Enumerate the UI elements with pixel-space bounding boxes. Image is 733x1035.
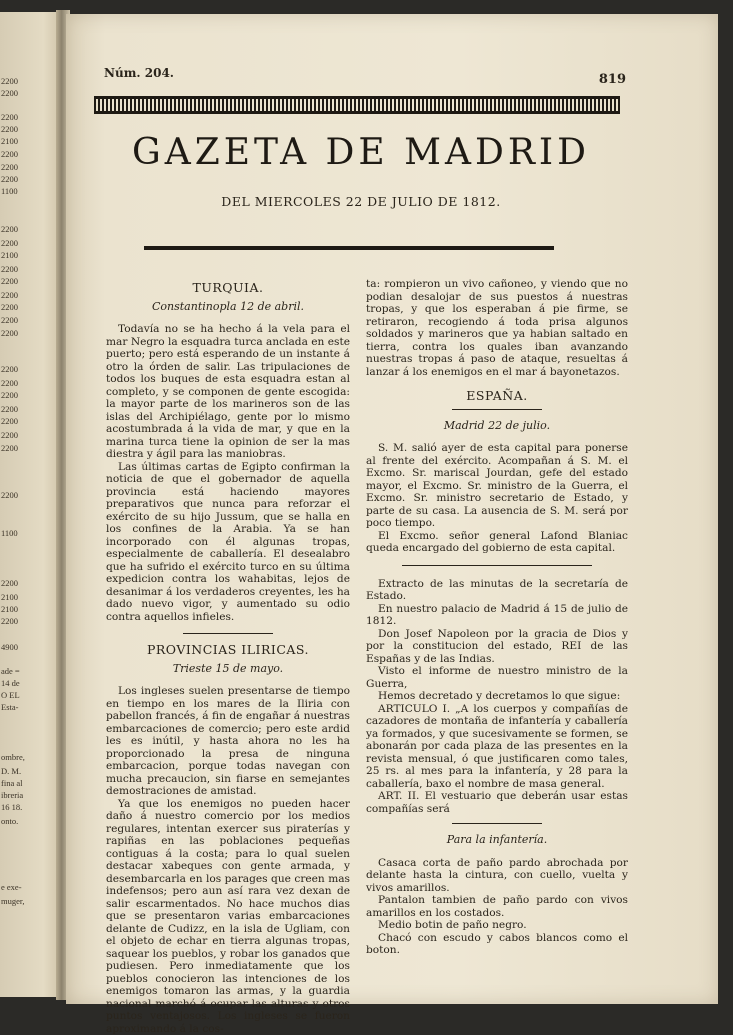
left-fragment: 2200: [1, 224, 18, 234]
left-fragment: 2200: [1, 276, 18, 286]
left-fragment: 2200: [1, 290, 18, 300]
paragraph: Don Josef Napoleon por la gracia de Dios y por la constitucion del estado, REI de las Españas y de las Indias.: [366, 628, 628, 666]
paragraph: Chacó con escudo y cabos blancos como el boton.: [366, 932, 628, 957]
left-fragment: Esta-: [1, 702, 18, 712]
left-fragment: 2200: [1, 264, 18, 274]
left-fragment: ombre,: [1, 752, 25, 762]
left-fragment: 16 18.: [1, 802, 22, 812]
left-fragment: 2200: [1, 430, 18, 440]
section-divider: [452, 823, 542, 824]
dateline-sub: Trieste 15 de mayo.: [106, 663, 350, 676]
issue-number: Núm. 204.: [104, 66, 174, 80]
left-fragment: 2200: [1, 149, 18, 159]
paragraph: Visto el informe de nuestro ministro de la Guerra,: [366, 665, 628, 690]
left-fragment: ibreria: [1, 790, 23, 800]
section-title: ESPAÑA.: [366, 390, 628, 403]
left-fragment: 2200: [1, 174, 18, 184]
left-fragment: 2200: [1, 328, 18, 338]
left-fragment: 2200: [1, 112, 18, 122]
page-number: 819: [599, 72, 626, 87]
left-fragment: 2200: [1, 315, 18, 325]
left-fragment: 2200: [1, 162, 18, 172]
left-fragment: 1100: [1, 528, 18, 538]
left-fragment: muger,: [1, 896, 25, 906]
left-fragment: 1100: [1, 186, 18, 196]
left-fragment: 2100: [1, 592, 18, 602]
section-title: TURQUIA.: [106, 282, 350, 295]
section-divider: [183, 633, 273, 634]
left-fragment: 2100: [1, 604, 18, 614]
masthead-title: GAZETA DE MADRID: [66, 132, 656, 173]
paragraph: S. M. salió ayer de esta capital para ponerse al frente del exército. Acompañan á S. M. el Excmo. Sr. mariscal Jourdan, gefe del estado mayor, el Excmo. Sr. ministro de la Guerra, el Excmo. Sr. ministro secretario de Estado, y parte de su casa. La ausencia de S. M. será por poco tiempo.: [366, 442, 628, 530]
paragraph: Los ingleses suelen presentarse de tiempo en tiempo en los mares de la Iliria con pabellon francés, á fin de engañar á nuestras embarcaciones de comercio; pero este ardid les es inútil, y hasta ahora no les ha proporcionado la presa de ninguna embarcacion, porque todas navegan con mucha precaucion, sin fiarse en semejantes demostraciones de amistad.: [106, 685, 350, 798]
left-column: [106, 276, 350, 1035]
dateline: DEL MIERCOLES 22 DE JULIO DE 1812.: [66, 194, 656, 209]
paragraph: Pantalon tambien de paño pardo con vivos amarillos en los costados.: [366, 894, 628, 919]
left-fragment: 2200: [1, 490, 18, 500]
left-fragment: 2200: [1, 443, 18, 453]
left-fragment: onto.: [1, 816, 18, 826]
left-fragment: 4900: [1, 642, 18, 652]
paragraph: En nuestro palacio de Madrid á 15 de julio de 1812.: [366, 603, 628, 628]
left-fragment: 2200: [1, 364, 18, 374]
left-fragment: 2100: [1, 250, 18, 260]
left-fragment: O EL: [1, 690, 20, 700]
paragraph: ta: rompieron un vivo cañoneo, y viendo que no podian desalojar de sus puestos á nuestras tropas, y que los esperaban á pie firme, se retiraron, recogiendo á toda prisa algunos soldados y marineros que ya habian saltado en tierra, contra los quales iban avanzando nuestras tropas á paso de ataque, resueltas á lanzar á los enemigos en el mar á bayonetazos.: [366, 278, 628, 378]
section-divider: [402, 565, 592, 566]
left-fragment: 2200: [1, 416, 18, 426]
left-fragment: fina al: [1, 778, 22, 788]
masthead-divider: [144, 246, 554, 250]
left-fragment: 2100: [1, 136, 18, 146]
paragraph: Las últimas cartas de Egipto confirman la noticia de que el gobernador de aquella provincia está haciendo mayores preparativos que nunca para reforzar el exército de su hijo Jussum, que se halla en los confines de la Arabia. Ya se han incorporado con él algunas tropas, especialmente de caballería. El desealabro que ha sufrido el exército turco en su última expedicion contra los wahabitas, lejos de desanimar á los verdaderos creyentes, les ha dado nuevo vigor, y aumentado su odio contra aquellos infieles.: [106, 461, 350, 624]
left-fragment: D. M.: [1, 766, 21, 776]
left-fragment: 2200: [1, 404, 18, 414]
paragraph: ARTICULO I. „A los cuerpos y compañías de cazadores de montaña de infantería y caballería ya formados, y que sucesivamente se formen, se abonarán por cada plaza de las presentes en la revista mensual, ó que justificaren como tales, 25 rs. al mes para la infantería, y 28 para la caballería, baxo el nombre de masa general.: [366, 703, 628, 791]
paragraph: Hemos decretado y decretamos lo que sigue:: [366, 690, 628, 703]
paragraph: Casaca corta de paño pardo abrochada por delante hasta la cintura, con cuello, vuelta y vivos amarillos.: [366, 857, 628, 895]
paragraph: El Excmo. señor general Lafond Blaniac queda encargado del gobierno de esta capital.: [366, 530, 628, 555]
left-fragment: 2200: [1, 390, 18, 400]
header-ornamental-rule: [94, 96, 620, 114]
left-fragment: 2200: [1, 302, 18, 312]
newspaper-page: [66, 14, 718, 1004]
left-fragment: ade =: [1, 666, 20, 676]
paragraph: ART. II. El vestuario que deberán usar estas compañías será: [366, 790, 628, 815]
left-fragment: 2200: [1, 578, 18, 588]
left-fragment: 2200: [1, 238, 18, 248]
paragraph: Ya que los enemigos no pueden hacer daño á nuestro comercio por los medios regulares, intentan exercer sus piraterías y rapiñas en las poblaciones pequeñas contiguas á la costa; para lo qual suelen destacar xabeques con gente armada, y desembarcarla en los parages que creen mas indefensos; pero aun así rara vez dexan de salir escarmentados. No hace muchos dias que se presentaron varias embarcaciones delante de Cudizz, en la isla de Ugliam, con el objeto de echar en tierra algunas tropas, saquear los pueblos, y robar los ganados que pudiesen. Pero inmediatamente que los pueblos conocieron las intenciones de los enemigos tomaron las armas, y la guardia nacional marchó á ocupar las alturas y otros puntos ventajosos. Los ingleses se fueron aproximando á la cos-: [106, 798, 350, 1035]
left-fragment: e exe-: [1, 882, 22, 892]
right-column: [366, 278, 628, 957]
paragraph: Medio botin de paño negro.: [366, 919, 628, 932]
left-fragment: 14 de: [1, 678, 20, 688]
left-fragment: 2200: [1, 76, 18, 86]
section-divider: [452, 409, 542, 410]
dateline-sub: Madrid 22 de julio.: [366, 420, 628, 433]
left-fragment: 2200: [1, 88, 18, 98]
left-page-edge: [0, 12, 62, 997]
paragraph: Extracto de las minutas de la secretaría de Estado.: [366, 578, 628, 603]
section-title: PROVINCIAS ILIRICAS.: [106, 644, 350, 657]
left-fragment: 2200: [1, 124, 18, 134]
left-fragment: 2200: [1, 616, 18, 626]
paragraph: Todavía no se ha hecho á la vela para el mar Negro la esquadra turca anclada en este puerto; pero está esperando de un instante á otro la órden de salir. Las tripulaciones de todos los buques de esta esquadra estan al completo, y se componen de gente escogida: la mayor parte de los marineros son de las islas del Archipiélago, gente por lo mismo acostumbrada á la vida de mar, y que en la marina turca tiene la opinion de ser la mas diestra y ágil para las maniobras.: [106, 323, 350, 461]
left-fragment: 2200: [1, 378, 18, 388]
dateline-sub: Constantinopla 12 de abril.: [106, 301, 350, 314]
subheading: Para la infantería.: [366, 834, 628, 847]
